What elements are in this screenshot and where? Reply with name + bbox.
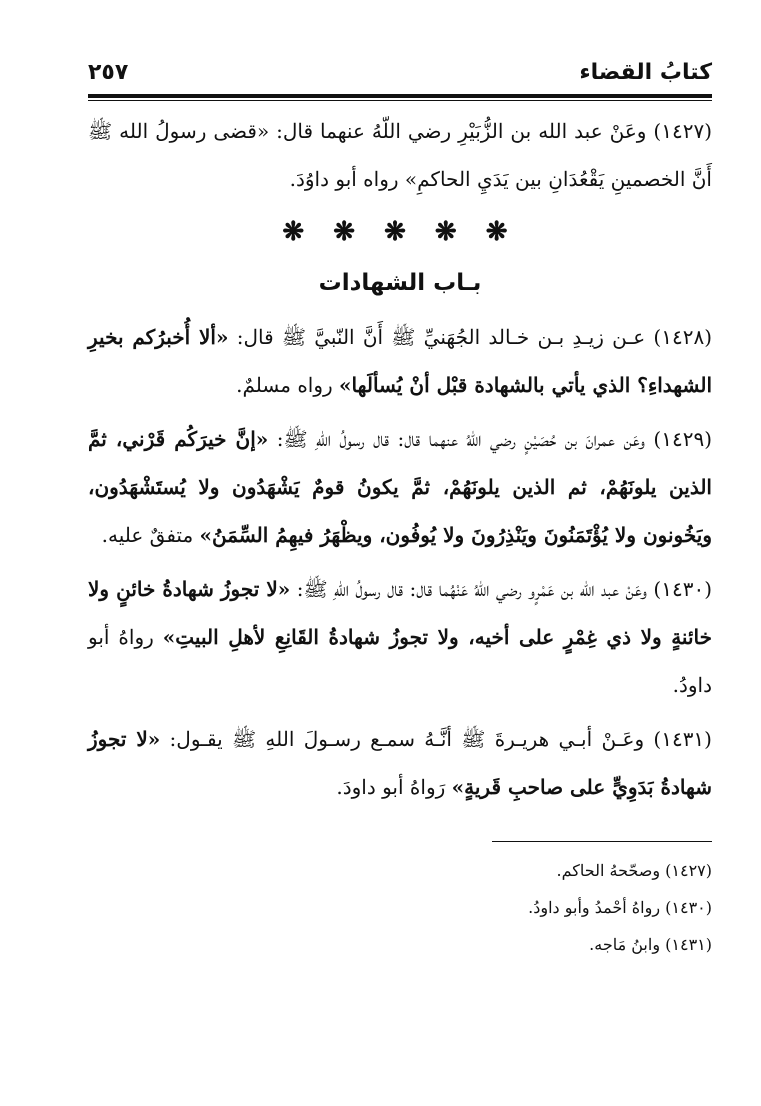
- hadith-1429-intro: (١٤٢٩) وعَن عمرانَ بن حُصَيْنٍ رضي اللّهُ عنهما قال: قال رسولُ اللهِ ﷺ:: [268, 427, 712, 451]
- hadith-1427: [88, 107, 712, 203]
- hadith-1431-quote: «لا تجوزُ شهادةُ بَدَوِيٍّ على صاحبِ قَريةٍ»: [88, 727, 712, 799]
- hadith-1429: [88, 415, 712, 559]
- footnote-rule: [492, 841, 712, 842]
- hadith-1431: [88, 715, 712, 811]
- hadith-1428: [88, 313, 712, 409]
- section-separator: ❋ ❋ ❋ ❋ ❋: [282, 217, 518, 247]
- footnote-1430: (١٤٣٠) رواهُ أحْمدُ وأبو داودُ.: [528, 898, 712, 917]
- hadith-1427-text: (١٤٢٧) وعَنْ عبد الله بن الزُّبَيْرِ رضي اللّهُ عنهما قال: «قضى رسولُ الله ﷺ أَنَّ الخصمينِ يَقْعُدَانِ بين يَدَيِ الحاكمِ» رواه أبو داوُدَ.: [88, 119, 712, 191]
- chapter-title: بـاب الشهادات: [318, 270, 482, 296]
- hadith-1429-source: متفقٌ عليه.: [101, 523, 200, 547]
- hadith-1430-source: رواهُ أبو داودُ.: [88, 625, 712, 697]
- hadith-1430-quote: «لا تجوزُ شهادةُ خائنٍ ولا خائنةٍ ولا ذي غِمْرٍ على أخيه، ولا تجوزُ شهادةُ القَانِعِ لأهلِ البيتِ»: [88, 577, 712, 649]
- running-header: [88, 60, 712, 92]
- hadith-1429-quote: «إنَّ خيرَكُم قَرْني، ثمَّ الذين يلونَهُمْ، ثم الذين يلونَهُمْ، ثمَّ يكونُ قومٌ يَشْهَدُون ولا يُستَشْهَدُون، ويَخُونون ولا يُؤْتَمَنُونَ ويَنْذِرُونَ ولا يُوفُون، ويظْهَرُ فيهِمُ السِّمَنُ»: [88, 427, 712, 547]
- footnote-1427: (١٤٢٧) وصحّحهُ الحاكم.: [556, 861, 712, 880]
- footnote-1431: (١٤٣١) وابنُ مَاجه.: [589, 935, 712, 954]
- book-page: [88, 60, 712, 1060]
- hadith-1428-source: رواه مسلمٌ.: [236, 373, 340, 397]
- page-number: ٢٥٧: [88, 60, 129, 85]
- hadith-1430: [88, 565, 712, 709]
- header-rule-thick: [88, 94, 712, 98]
- hadith-1431-intro: (١٤٣١) وعَـنْ أبـي هريـرةَ ﷺ أنَّـهُ سمـع رسـولَ اللهِ ﷺ يقـول:: [160, 727, 712, 751]
- hadith-1431-source: رَواهُ أبو داودَ.: [336, 775, 452, 799]
- book-title: كتابُ القضاء: [579, 60, 712, 85]
- hadith-1428-intro: (١٤٢٨) عـن زيـدِ بـن خـالد الجُهَنيِّ ﷺ أَنَّ النّبيَّ ﷺ قال:: [228, 325, 712, 349]
- hadith-1430-intro: (١٤٣٠) وعَنْ عبد الله بن عَمْرٍو رضي اللّهُ عَنْهُما قال: قال رسولُ اللهِ ﷺ:: [290, 577, 713, 601]
- header-rule-thin: [88, 100, 712, 101]
- hadith-1428-quote: «ألا أُخبرُكم بخيرِ الشهداءِ؟ الذي يأتي بالشهادة قبْل أنْ يُسألَها»: [88, 325, 712, 397]
